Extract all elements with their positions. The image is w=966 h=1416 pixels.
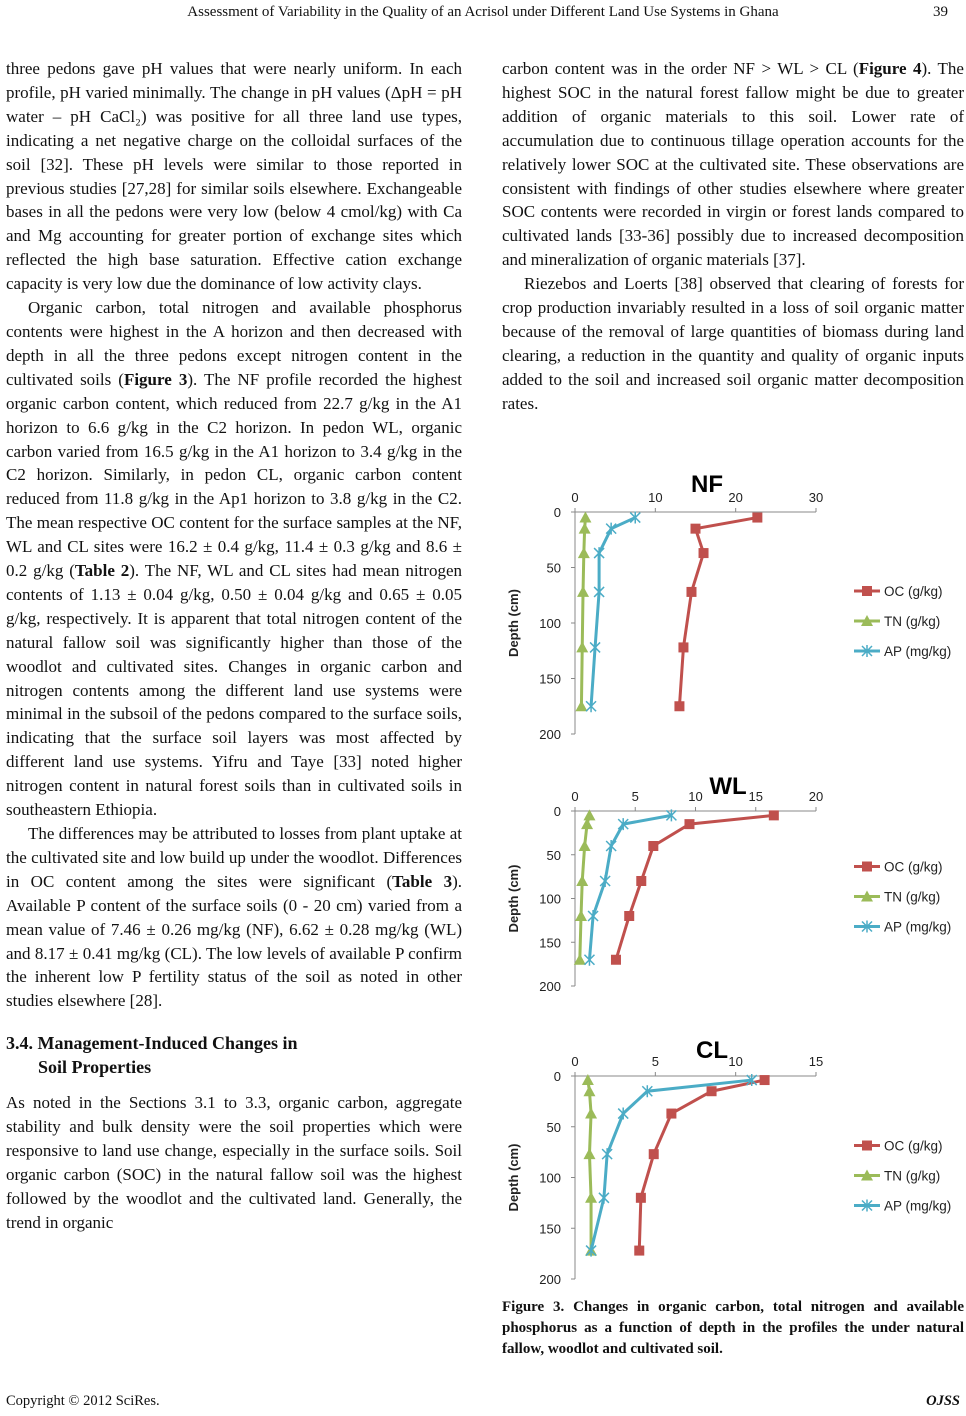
y-tick-label: 200 xyxy=(539,979,561,994)
section-heading-line1: 3.4. Management-Induced Changes in xyxy=(6,1033,298,1054)
y-tick-label: 0 xyxy=(553,505,561,520)
data-point xyxy=(649,1149,659,1159)
legend-label: OC (g/kg) xyxy=(884,859,943,875)
running-header xyxy=(0,4,966,28)
footer xyxy=(6,1393,960,1410)
legend-label: AP (mg/kg) xyxy=(884,919,952,935)
data-point xyxy=(624,911,634,921)
data-point xyxy=(684,819,694,829)
chart-cl xyxy=(502,1030,964,1290)
x-tick-label: 15 xyxy=(748,789,763,804)
data-point xyxy=(599,1192,609,1204)
data-point xyxy=(634,1246,644,1256)
paragraph xyxy=(6,822,462,1013)
data-point xyxy=(576,641,588,652)
data-point xyxy=(678,642,688,652)
legend-label: OC (g/kg) xyxy=(884,1138,943,1154)
table-reference: Table 2 xyxy=(74,561,130,581)
data-point xyxy=(583,1148,595,1159)
data-point xyxy=(636,1193,646,1203)
journal-abbrev: OJSS xyxy=(926,1393,960,1409)
page-number: 39 xyxy=(933,4,948,20)
data-point xyxy=(586,1245,596,1257)
figure-reference: Figure 4 xyxy=(858,59,922,78)
y-tick-label: 0 xyxy=(553,1069,561,1084)
data-point xyxy=(752,513,762,523)
x-tick-label: 10 xyxy=(688,789,703,804)
y-axis-label: Depth (cm) xyxy=(506,1143,521,1212)
data-point xyxy=(583,1085,595,1096)
figure-reference: Figure 3 xyxy=(123,369,188,389)
paragraph xyxy=(6,296,462,822)
data-point xyxy=(575,910,587,921)
data-point xyxy=(574,954,586,965)
data-point xyxy=(586,700,596,712)
y-tick-label: 150 xyxy=(539,935,561,951)
data-point xyxy=(674,701,684,711)
legend-marker xyxy=(862,862,872,872)
data-point xyxy=(686,587,696,597)
running-title: Assessment of Variability in the Quality of an Acrisol under Different Land Use Systems in Ghana xyxy=(187,4,779,20)
data-point xyxy=(578,547,590,558)
section-heading xyxy=(6,1031,462,1079)
data-point xyxy=(579,523,591,534)
legend-label: TN (g/kg) xyxy=(884,1168,941,1184)
y-tick-label: 100 xyxy=(539,1170,561,1186)
paragraph-text: carbon content was in the order NF > WL > CL ( xyxy=(502,59,859,78)
data-point xyxy=(606,840,616,852)
y-tick-label: 200 xyxy=(539,727,561,742)
legend-label: OC (g/kg) xyxy=(884,584,943,599)
series-line xyxy=(591,518,635,707)
paragraph-text: ). The highest SOC in the natural forest fallow might be due to greater addition of organic materials to this soil. Lower rate of accumulation due to continuous tillage operation accounts for the relatively lower SOC at the cultivated site. These observations are consistent with findings of other studies elsewhere where greater SOC contents were recorded in virgin or forest lands compared to cultivated lands [33-36] possibly due to increased decomposition and mineralization of organic materials [37]. xyxy=(502,59,964,270)
x-tick-label: 0 xyxy=(571,789,579,804)
y-tick-label: 100 xyxy=(539,616,561,631)
x-tick-label: 15 xyxy=(808,1054,824,1069)
data-point xyxy=(769,810,779,820)
chart-nf xyxy=(502,468,964,743)
data-point xyxy=(594,586,604,598)
legend-marker xyxy=(862,1141,872,1151)
chart-wl-svg xyxy=(502,770,964,995)
series-line xyxy=(589,815,671,959)
data-point xyxy=(600,875,610,887)
y-tick-label: 150 xyxy=(539,1221,561,1237)
data-point xyxy=(588,910,598,922)
x-tick-label: 20 xyxy=(728,490,743,505)
paragraph-text: Organic carbon, total nitrogen and available phosphorus contents were highest in the A horizon and then decreased with depth in all the three pedons except nitrogen content in the cultivated soils ( xyxy=(6,298,462,389)
y-tick-label: 50 xyxy=(546,560,561,576)
y-tick-label: 100 xyxy=(539,891,561,907)
paragraph xyxy=(502,57,964,272)
series-line xyxy=(639,1080,764,1251)
figure-caption: Figure 3. Changes in organic carbon, total nitrogen and available phosphorus as a function of depth in the profiles the under natural fallow, woodlot and cultivated soil. xyxy=(502,1299,964,1357)
data-point xyxy=(585,1192,597,1203)
data-point xyxy=(760,1075,770,1085)
paragraph-text: ). The NF, WL and CL sites had mean nitrogen contents of 1.13 ± 0.04 g/kg, 0.50 ± 0.04 g/kg and 0.65 ± 0.05 g/kg, respectively. It is apparent that total nitrogen content of the natural fallow soil was significantly higher than those of the woodlot and cultivated sites. Changes in organic carbon and nitrogen contents among the different land use systems were minimal in the subsoil of the pedons compared to the surface soils, indicating that the surface soil layers was most affected by different land use systems. Yifru and Taye [33] noted higher nitrogen content in natural forest soils than in cultivated soils in southeastern Ethiopia. xyxy=(6,561,462,820)
series-line xyxy=(580,815,590,959)
data-point xyxy=(699,548,709,558)
legend-label: TN (g/kg) xyxy=(884,614,941,629)
x-tick-label: 10 xyxy=(728,1054,743,1069)
paragraph: three pedons gave pH values that were nearly uniform. In each profile, pH varied minimally. The change in pH values (ΔpH = pH water – pH CaCl₂) was positive for all three land use types, indicating a net negative charge on the colloidal surfaces of the soil [32]. These pH levels were similar to those reported in previous studies [27,28] for similar soils elsewhere. Exchangeable bases in all the pedons were very low (below 4 cmol/kg) with Ca and Mg accounting for greater portion of exchange sites which reflected the high base saturation. Effective cation exchange capacity is very low due the dominance of low activity clays. xyxy=(6,59,462,294)
x-tick-label: 0 xyxy=(571,1054,579,1069)
y-tick-label: 150 xyxy=(539,671,561,687)
data-point xyxy=(576,875,588,886)
y-tick-label: 50 xyxy=(546,1119,561,1135)
data-point xyxy=(648,841,658,851)
paragraph: Riezebos and Loerts [38] observed that clearing of forests for crop production invariably resulted in a loss of soil organic matter because of the removal of large quantities of biomass during land clearing, a reduction in the quantity and quality of organic inputs added to the soil and increased soil organic matter decomposition rates. xyxy=(502,274,964,413)
paragraph-text: The differences may be attributed to losses from plant uptake at the cultivated site and low build up under the woodlot. Differences in OC content among the sites were significant ( xyxy=(6,824,462,891)
x-tick-label: 30 xyxy=(808,490,824,505)
series-line xyxy=(616,815,774,959)
y-axis-label: Depth (cm) xyxy=(506,589,521,657)
data-point xyxy=(691,524,701,534)
chart-cl-svg xyxy=(502,1030,964,1290)
paragraph-text: ). Available P content of the surface soils (0 - 20 cm) varied from a mean value of 7.46 ± 0.26 mg/kg (NF), 6.62 ± 0.28 mg/kg (WL) and 8.17 ± 0.41 mg/kg (CL). The low levels of available P confirm the inherent low P fertility status of the soil as noted in other studies elsewhere [28]. xyxy=(6,871,462,1011)
left-column xyxy=(6,57,462,1235)
chart-title: NF xyxy=(691,471,723,498)
x-tick-label: 20 xyxy=(808,789,824,804)
data-point xyxy=(618,1108,628,1120)
data-point xyxy=(594,547,604,559)
paragraph: As noted in the Sections 3.1 to 3.3, organic carbon, aggregate stability and bulk density were the soil properties which were responsive to land use change, especially in the surface soils. Soil organic carbon (SOC) in the natural fallow soil was the highest followed by the woodlot and the cultivated land. Generally, the trend in organic xyxy=(6,1093,462,1232)
legend-marker xyxy=(862,586,872,596)
x-tick-label: 5 xyxy=(631,789,639,804)
right-column xyxy=(502,57,964,416)
data-point xyxy=(611,955,621,965)
series-line xyxy=(679,518,757,707)
data-point xyxy=(579,512,591,523)
x-tick-label: 0 xyxy=(571,490,579,505)
x-tick-label: 5 xyxy=(651,1054,659,1069)
legend-label: AP (mg/kg) xyxy=(884,644,952,659)
legend-label: TN (g/kg) xyxy=(884,889,941,905)
data-point xyxy=(636,876,646,886)
series-line xyxy=(588,1080,591,1251)
data-point xyxy=(584,954,594,966)
data-point xyxy=(707,1086,717,1096)
paragraph-text: ). The NF profile recorded the highest organic carbon content, which reduced from 22.7 g/kg in the A1 horizon to 6.6 g/kg in the C2 horizon. In pedon WL, organic carbon varied from 16.5 g/kg in the A1 horizon to 3.4 g/kg in the C2 horizon. Similarly, in pedon CL, organic carbon content reduced from 11.8 g/kg in the Ap1 horizon to 3.8 g/kg in the C2. The mean respective OC content for the surface samples at the NF, WL and CL sites were 16.2 ± 0.4 g/kg, 11.4 ± 0.3 g/kg and 8.6 ± 0.2 g/kg ( xyxy=(6,369,462,581)
chart-wl xyxy=(502,770,964,995)
section-heading-line2: Soil Properties xyxy=(38,1057,152,1078)
copyright: Copyright © 2012 SciRes. xyxy=(6,1393,160,1409)
data-point xyxy=(585,1108,597,1119)
table-reference: Table 3 xyxy=(392,871,453,891)
series-line xyxy=(591,1080,752,1251)
x-tick-label: 10 xyxy=(648,490,663,505)
chart-nf-svg xyxy=(502,468,964,743)
series-line xyxy=(581,518,585,707)
chart-title: WL xyxy=(709,773,747,800)
chart-title: CL xyxy=(696,1037,728,1064)
y-axis-label: Depth (cm) xyxy=(506,864,521,933)
y-tick-label: 0 xyxy=(553,804,561,819)
data-point xyxy=(575,700,587,711)
y-tick-label: 50 xyxy=(546,847,561,863)
data-point xyxy=(577,586,589,597)
data-point xyxy=(666,1109,676,1119)
data-point xyxy=(602,1148,612,1160)
legend-label: AP (mg/kg) xyxy=(884,1198,952,1214)
y-tick-label: 200 xyxy=(539,1272,561,1287)
data-point xyxy=(590,641,600,653)
data-point xyxy=(579,840,591,851)
